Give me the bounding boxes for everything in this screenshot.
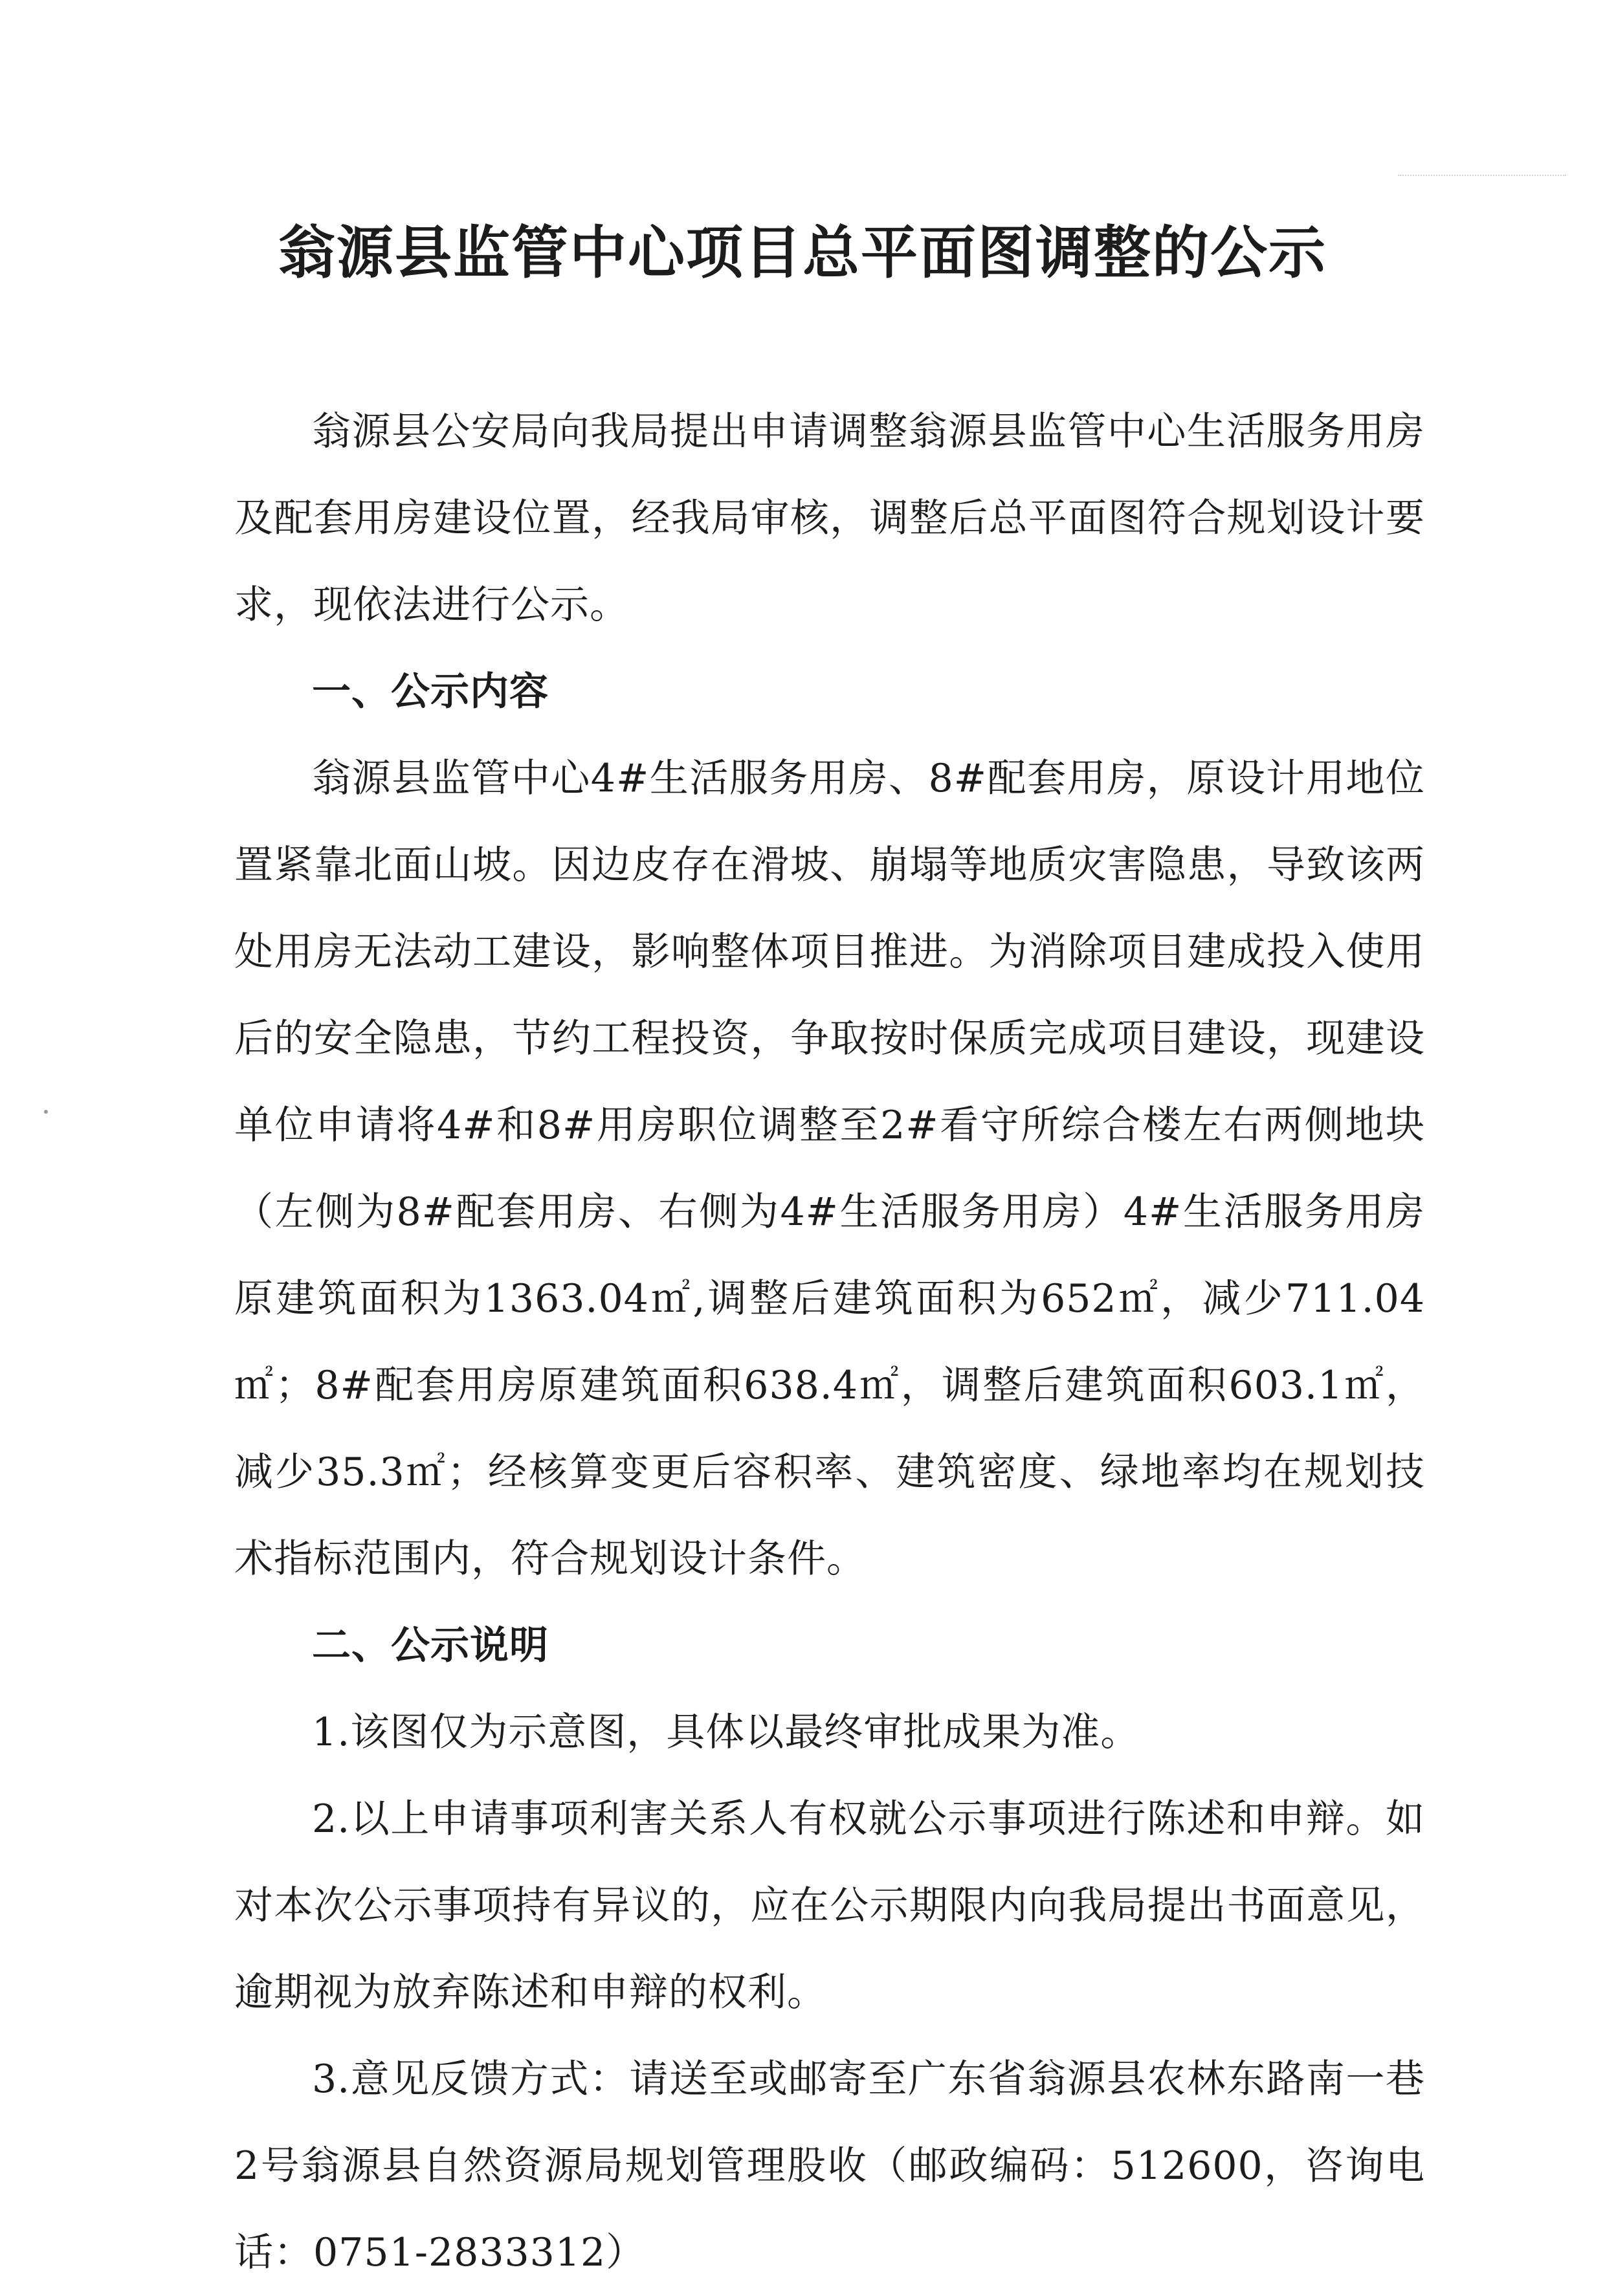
document-body bbox=[234, 388, 1425, 2296]
note-item-2: 2.以上申请事项利害关系人有权就公示事项进行陈述和申辩。如对本次公示事项持有异议的，应在公示期限内向我局提出书面意见，逾期视为放弃陈述和申辩的权利。 bbox=[234, 1796, 1425, 2015]
page-title: 翁源县监管中心项目总平面图调整的公示 bbox=[278, 219, 1327, 286]
intro-paragraph: 翁源县公安局向我局提出申请调整翁源县监管中心生活服务用房及配套用房建设位置，经我局审核，调整后总平面图符合规划设计要求，现依法进行公示。 bbox=[234, 409, 1425, 628]
section-content-paragraph: 翁源县监管中心4#生活服务用房、8#配套用房，原设计用地位置紧靠北面山坡。因边皮存在滑坡、崩塌等地质灾害隐患，导致该两处用房无法动工建设，影响整体项目推进。为消除项目建成投入使用后的安全隐患，节约工程投资，争取按时保质完成项目建设，现建设单位申请将4#和8#用房职位调整至2#看守所综合楼左右两侧地块（左侧为8#配套用房、右侧为4#生活服务用房）4#生活服务用房原建筑面积为1363.04㎡,调整后建筑面积为652㎡，减少711.04㎡；8#配套用房原建筑面积638.4㎡，调整后建筑面积603.1㎡，减少35.3㎡；经核算变更后容积率、建筑密度、绿地率均在规划技术指标范围内，符合规划设计条件。 bbox=[234, 756, 1425, 1582]
scan-speck bbox=[44, 1110, 48, 1114]
section-heading-content: 一、公示内容 bbox=[312, 669, 549, 714]
note-item-1: 1.该图仅为示意图，具体以最终审批成果为准。 bbox=[312, 1710, 1140, 1755]
note-item-3: 3.意见反馈方式：请送至或邮寄至广东省翁源县农林东路南一巷2号翁源县自然资源局规划管理股收（邮政编码：512600，咨询电话：0751-2833312） bbox=[234, 2057, 1425, 2275]
scan-artifact bbox=[1398, 175, 1566, 179]
section-heading-notes: 二、公示说明 bbox=[312, 1623, 549, 1668]
